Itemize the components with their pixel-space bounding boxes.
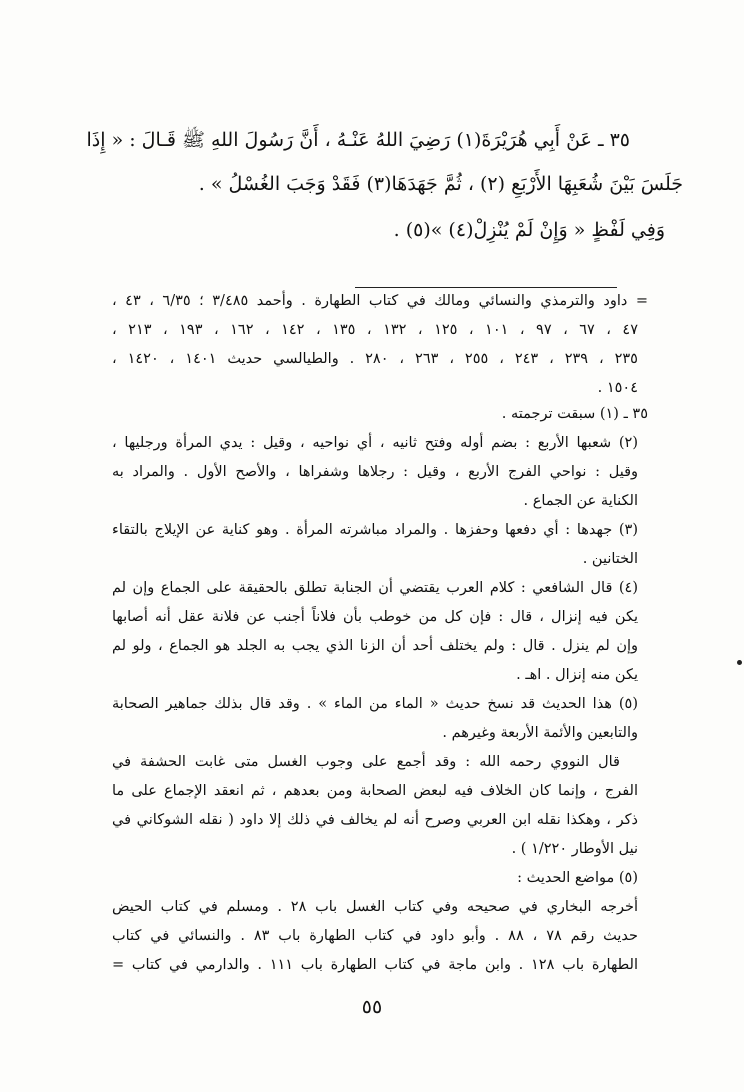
- footnote-cont-line-1: = داود والترمذي والنسائي ومالك في كتاب الطهارة . وأحمد ٣/٤٨٥ ؛ ٦/٣٥ ، ٤٣ ،: [112, 293, 648, 309]
- footnote-3-line-1: (٣) جهدها : أي دفعها وحفزها . والمراد مباشرته المرأة . وهو كناية عن الإيلاج بالتقاء: [112, 522, 638, 538]
- margin-mark: [737, 660, 742, 665]
- footnote-6-heading: (٥) مواضع الحديث :: [517, 870, 638, 886]
- footnote-5-line-1: (٥) هذا الحديث قد نسخ حديث « الماء من الماء » . وقد قال بذلك جماهير الصحابة: [112, 696, 638, 712]
- footnote-cont-line-4: ١٥٠٤ .: [597, 380, 638, 396]
- footnote-5-line-5: ذكر ، وهكذا نقله ابن العربي وصرح أنه لم يخالف في ذلك إلا داود ( نقله الشوكاني في: [112, 812, 638, 828]
- footnote-4-line-1: (٤) قال الشافعي : كلام العرب يقتضي أن الجنابة تطلق بالحقيقة على الجماع وإن لم: [112, 580, 638, 596]
- footnote-3-line-2: الختانين .: [582, 551, 638, 567]
- footnote-cont-line-2: ٤٧ ، ٦٧ ، ٩٧ ، ١٠١ ، ١٢٥ ، ١٣٢ ، ١٣٥ ، ١٤٢ ، ١٦٢ ، ١٩٣ ، ٢١٣ ،: [112, 322, 638, 338]
- footnote-1: ٣٥ ـ (١) سبقت ترجمته .: [501, 406, 648, 422]
- footnote-5-line-6: نيل الأوطار ١/٢٢٠ ) .: [511, 841, 638, 857]
- hadith-line-1: ٣٥ ـ عَنْ أَبِي هُرَيْرَةَ(١) رَضِيَ اللهُ عَنْـهُ ، أَنَّ رَسُولَ اللهِ ﷺ قَـالَ : « إِذَا: [86, 129, 630, 151]
- footnote-5-line-4: الفرج ، وإنما كان الخلاف فيه لبعض الصحابة ومن بعدهم ، ثم انعقد الإجماع على ما: [112, 783, 638, 799]
- footnote-4-line-4: يكن منه إنزال . اهـ .: [516, 667, 638, 683]
- footnote-4-line-2: يكن فيه إنزال ، قال : فإن كل من خوطب بأن فلاناً أجنب عن فلانة عقل أنه أصابها: [112, 609, 638, 625]
- page-number: ٥٥: [361, 996, 383, 1018]
- footnote-5-line-2: والتابعين والأئمة الأربعة وغيرهم .: [442, 725, 638, 741]
- footnote-6-line-3: الطهارة باب ١٢٨ . وابن ماجة في كتاب الطهارة باب ١١١ . والدارمي في كتاب =: [112, 957, 638, 973]
- hadith-line-2: جَلَسَ بَيْنَ شُعَبِهَا الأَرْبَعِ (٢) ، ثُمَّ جَهَدَهَا(٣) فَقَدْ وَجَبَ الغُسْلُ » .: [198, 173, 683, 195]
- footnote-6-line-1: أخرجه البخاري في صحيحه وفي كتاب الغسل باب ٢٨ . ومسلم في كتاب الحيض: [112, 899, 638, 915]
- footnote-5-line-3: قال النووي رحمه الله : وقد أجمع على وجوب الغسل متى غابت الحشفة في: [112, 754, 620, 770]
- footnote-2-line-3: الكناية عن الجماع .: [523, 493, 638, 509]
- footnote-2-line-1: (٢) شعبها الأربع : بضم أوله وفتح ثانيه ، أي نواحيه ، وقيل : يدي المرأة ورجليها ،: [112, 435, 638, 451]
- footnote-2-line-2: وقيل : نواحي الفرج الأربع ، وقيل : رجلاها وشفراها ، والأصح الأول . والمراد به: [112, 464, 638, 480]
- footnote-4-line-3: وإن لم ينزل . قال : ولم يختلف أحد أن الزنا الذي يجب به الجلد هو الجماع ، ولو لم: [112, 638, 638, 654]
- footnote-cont-line-3: ٢٣٥ ، ٢٣٩ ، ٢٤٣ ، ٢٥٥ ، ٢٦٣ ، ٢٨٠ . والطيالسي حديث ١٤٠١ ، ١٤٢٠ ،: [112, 351, 638, 367]
- footnote-6-line-2: حديث رقم ٧٨ ، ٨٨ . وأبو داود في كتاب الطهارة باب ٨٣ . والنسائي في كتاب: [112, 928, 639, 944]
- hadith-line-3: وَفِي لَفْظٍ « وَإِنْ لَمْ يُنْزِلْ(٤) »(٥) .: [393, 219, 665, 241]
- footnote-divider: [355, 287, 617, 288]
